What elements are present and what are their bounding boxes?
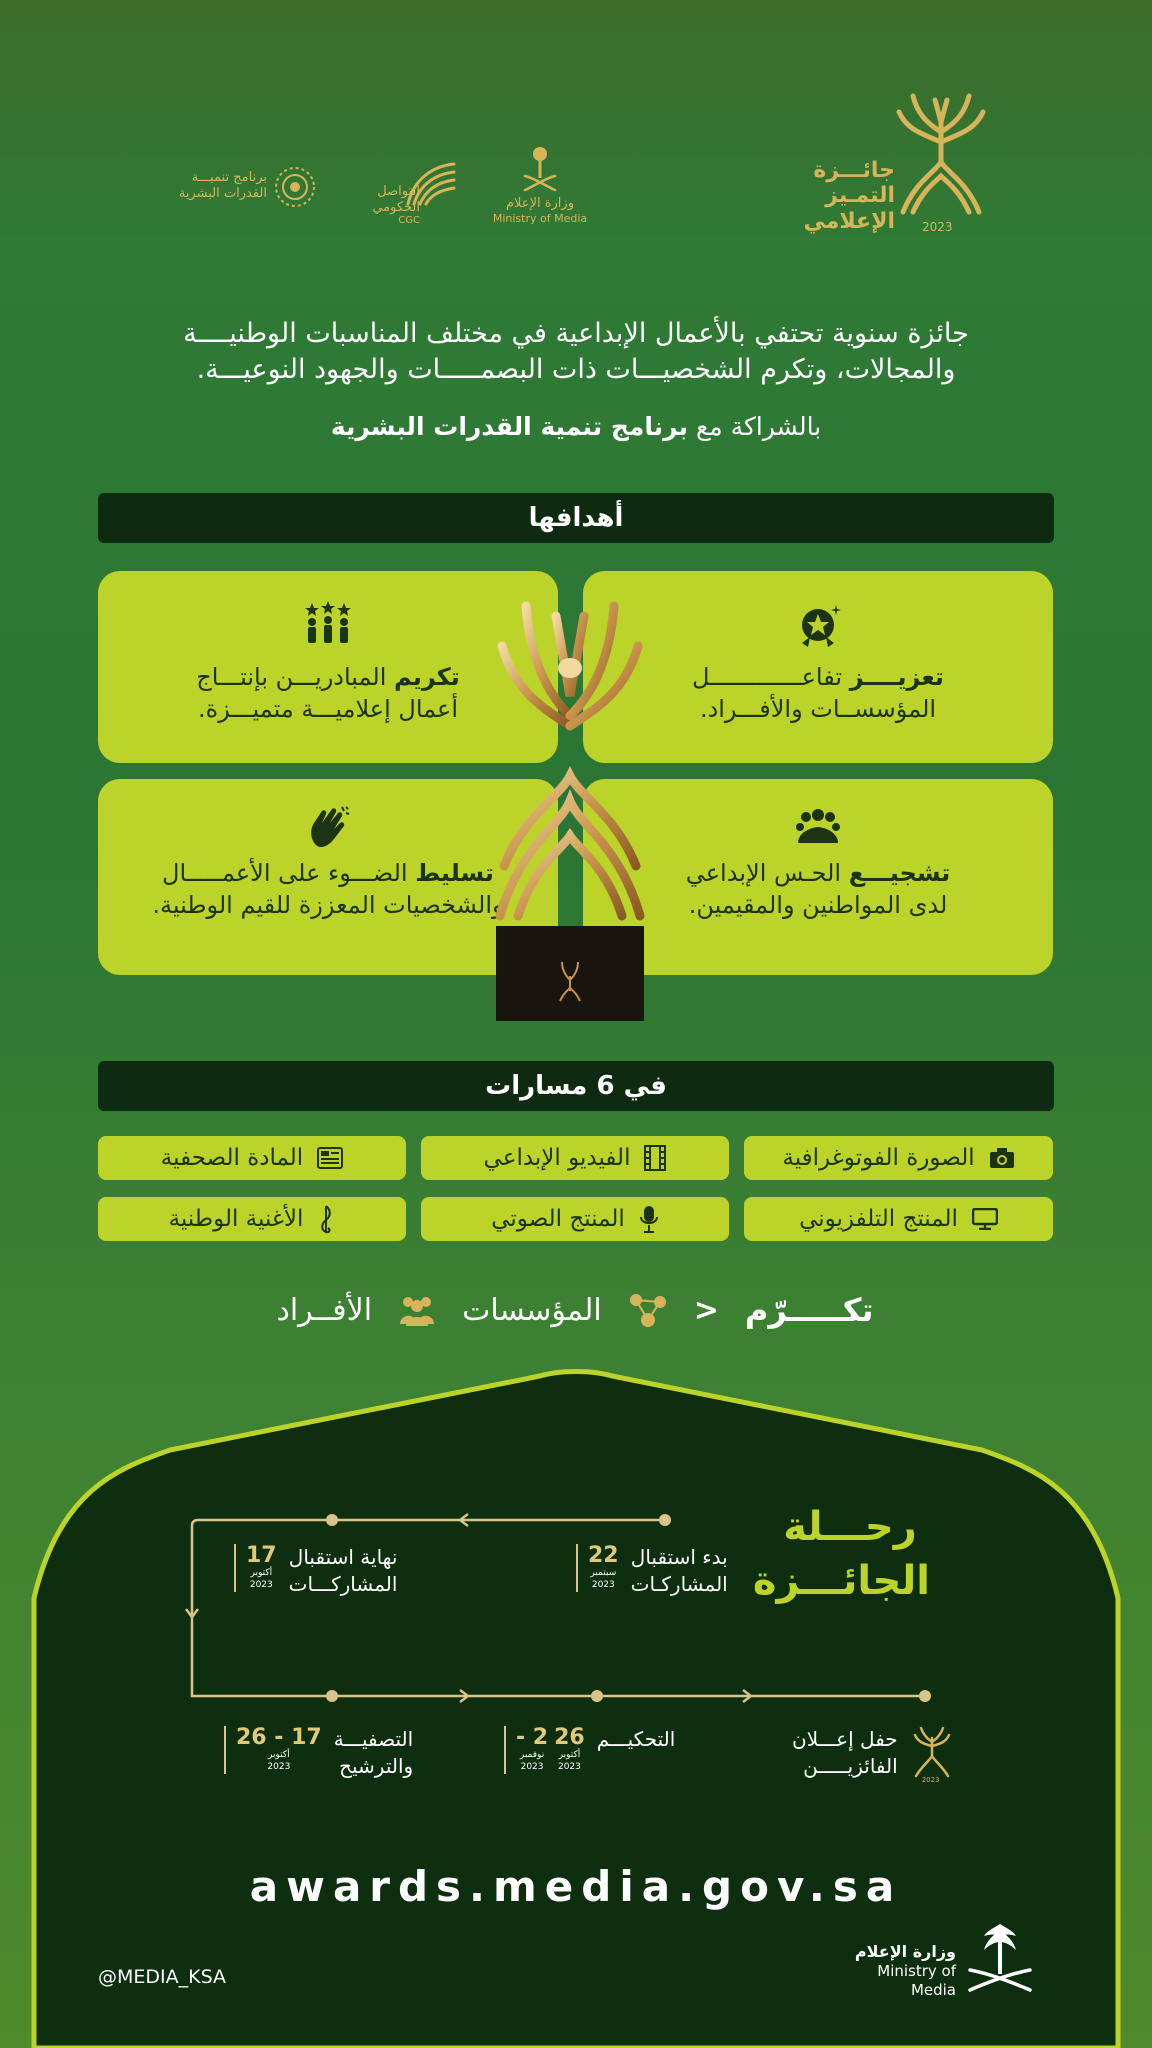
goal-honor-rest: المبادريـــن بإنتـــاج [196, 663, 395, 691]
goal-enhance-rest: تفاعـــــــــــــل [692, 663, 850, 691]
event-ceremony-label-1: حفل إعـــلان [792, 1727, 898, 1751]
event-screening [224, 1726, 413, 1780]
award-year: 2023 [922, 220, 953, 234]
event-end-year: 2023 [249, 1579, 273, 1590]
hcdp-star-emblem-icon [272, 164, 318, 210]
event-ceremony-year: 2023 [921, 1776, 940, 1784]
intro-line-1: جائزة سنوية تحتفي بالأعمال الإبداعية في مختلف المناسبات الوطنيــــة [183, 318, 969, 349]
event-ceremony-label-2: الفائزيـــــن [803, 1754, 898, 1778]
event-judging-month-b: نوفمبر [519, 1750, 545, 1761]
hcdp-logo-line-1: برنامج تنميـــة [191, 170, 267, 185]
journey-title-line-1: رحـــلة [783, 1504, 917, 1550]
event-judging-date-b: 2 - [516, 1725, 549, 1750]
event-end-label-2: المشاركـــات [288, 1572, 398, 1596]
award-logo-line-3: الإعلامي [803, 208, 895, 234]
event-screening-label-1: التصفيـــة [333, 1727, 414, 1751]
event-screening-year: 2023 [267, 1761, 291, 1772]
track-national-song-label: الأغنية الوطنية [168, 1206, 304, 1232]
tracks-title: في 6 مسارات [485, 1071, 667, 1101]
event-judging-year-a: 2023 [557, 1761, 581, 1772]
track-press-material [98, 1136, 406, 1180]
journey-timeline [180, 1505, 940, 1705]
website-url[interactable]: awards.media.gov.sa [249, 1862, 903, 1911]
event-judging-year-b: 2023 [520, 1761, 544, 1772]
footer-ministry-en: Ministry of Media [877, 1962, 956, 1999]
partner-prefix: بالشراكة مع [695, 412, 822, 441]
event-start-label-2: المشاركـات [630, 1572, 728, 1596]
film-icon [644, 1145, 666, 1171]
journey-title-line-2: الجائـــزة [752, 1558, 930, 1604]
honor-label: تكـــــرّم [744, 1291, 874, 1329]
event-screening-date: 17 - 26 [236, 1725, 322, 1750]
goal-card-honor [98, 571, 558, 763]
people-stars-icon [302, 601, 354, 645]
event-start-month: سبتمبر [590, 1568, 617, 1579]
music-note-icon [317, 1204, 335, 1234]
hcdp-logo [172, 162, 322, 212]
cgc-logo-ar-1: التواصل [377, 184, 420, 199]
honor-arrow: < [693, 1292, 719, 1328]
goal-card-encourage [583, 779, 1053, 975]
event-judging-month-a: أكتوبر [558, 1750, 581, 1761]
track-press-material-label: المادة الصحفية [160, 1145, 304, 1171]
honor-institutions: المؤسسات [462, 1292, 602, 1328]
tracks-title-bar [98, 1061, 1054, 1111]
goal-encourage-line-2: لدى المواطنين والمقيمين. [688, 891, 948, 920]
goal-honor-line-2: أعمال إعلاميـــة متميـــزة. [198, 695, 458, 724]
award-logo [780, 92, 990, 237]
goal-enhance-line-1 [583, 661, 1053, 693]
goals-title: أهدافها [528, 503, 624, 533]
ministry-of-media-logo [490, 146, 590, 236]
goals-title-bar [98, 493, 1054, 543]
track-photography-label: الصورة الفوتوغرافية [782, 1145, 975, 1171]
cgc-logo [360, 156, 460, 226]
award-logo-line-2: التمـيز [825, 183, 895, 209]
event-start-label-1: بدء استقبال [630, 1545, 728, 1569]
goal-spotlight-line-1 [98, 857, 558, 889]
social-handle[interactable]: @MEDIA_KSA [98, 1966, 226, 1988]
camera-icon [989, 1147, 1015, 1169]
track-tv-production [744, 1197, 1053, 1241]
goal-spotlight-bold: تسليط [415, 859, 494, 887]
track-creative-video [421, 1136, 729, 1180]
goal-spotlight-line-2: والشخصيات المعززة للقيم الوطنية. [152, 891, 504, 920]
honor-row [265, 1290, 885, 1330]
goal-card-spotlight [98, 779, 558, 975]
individuals-people-icon [398, 1294, 436, 1326]
event-end-date: 17 [246, 1543, 277, 1568]
event-end-submissions [234, 1544, 397, 1598]
footer-ministry-ar: وزارة الإعلام [854, 1942, 956, 1961]
partner-line [120, 410, 1032, 444]
goal-enhance-line-2: المؤسســات والأفـــراد. [699, 695, 937, 724]
goal-enhance-bold: تعزيــــز [849, 663, 944, 691]
goal-encourage-bold: تشجيـــع [848, 859, 951, 887]
footer-ministry-logo [840, 1920, 1040, 1999]
goal-card-enhance [583, 571, 1053, 763]
goal-encourage-rest: الحـس الإبداعي [685, 859, 849, 887]
track-tv-production-label: المنتج التلفزيوني [799, 1206, 958, 1232]
award-logo-line-1: جائـــزة [813, 158, 895, 183]
track-audio-production [421, 1197, 729, 1241]
event-screening-month: أكتوبر [268, 1750, 290, 1761]
ministry-logo-en: Ministry of Media [492, 211, 588, 225]
event-end-label-1: نهاية استقبال [288, 1545, 398, 1569]
event-screening-label-2: والترشيح [339, 1754, 414, 1778]
goal-honor-line-1 [98, 661, 558, 693]
event-start-date: 22 [588, 1543, 619, 1568]
track-audio-production-label: المنتج الصوتي [491, 1206, 625, 1232]
palm-swords-emblem-footer-icon [964, 1920, 1036, 1996]
cgc-logo-en: CGC [398, 215, 420, 227]
track-photography [744, 1136, 1053, 1180]
hcdp-logo-line-2: القدرات البشرية [178, 185, 267, 201]
honor-individuals: الأفــراد [276, 1292, 373, 1328]
institutions-network-icon [628, 1290, 668, 1330]
tv-icon [972, 1208, 998, 1230]
clapping-hands-icon [306, 805, 350, 849]
event-judging-label-1: التحكيـــم [596, 1727, 676, 1751]
event-judging [504, 1726, 675, 1774]
intro-line-2: والمجالات، وتكرم الشخصيـــات ذات البصمـــــات والجهود النوعيـــة. [196, 354, 956, 386]
goal-honor-bold: تكريم [394, 663, 460, 691]
trophy-image [490, 596, 650, 1021]
badge-star-icon [792, 601, 844, 649]
goal-encourage-line-1 [583, 857, 1053, 889]
event-winners-ceremony [792, 1726, 952, 1786]
group-people-icon [794, 809, 842, 845]
event-judging-date-a: 26 [554, 1725, 585, 1750]
event-end-month: أكتوبر [250, 1568, 273, 1579]
partner-name: برنامج تنمية القدرات البشرية [330, 412, 689, 441]
goal-spotlight-rest: الضـــوء على الأعمـــــال [162, 859, 416, 887]
event-start-year: 2023 [591, 1579, 615, 1590]
microphone-icon [639, 1205, 659, 1233]
track-national-song [98, 1197, 406, 1241]
cgc-logo-ar-2: الحكومي [372, 199, 420, 215]
award-tree-small-icon [912, 1726, 952, 1778]
event-start-submissions [576, 1544, 728, 1598]
newspaper-icon [317, 1147, 343, 1169]
intro-text [120, 316, 1032, 389]
ministry-logo-ar: وزارة الإعلام [506, 196, 574, 211]
palm-swords-emblem-icon [522, 146, 558, 194]
award-tree-icon [895, 92, 987, 222]
track-creative-video-label: الفيديو الإبداعي [483, 1145, 631, 1171]
